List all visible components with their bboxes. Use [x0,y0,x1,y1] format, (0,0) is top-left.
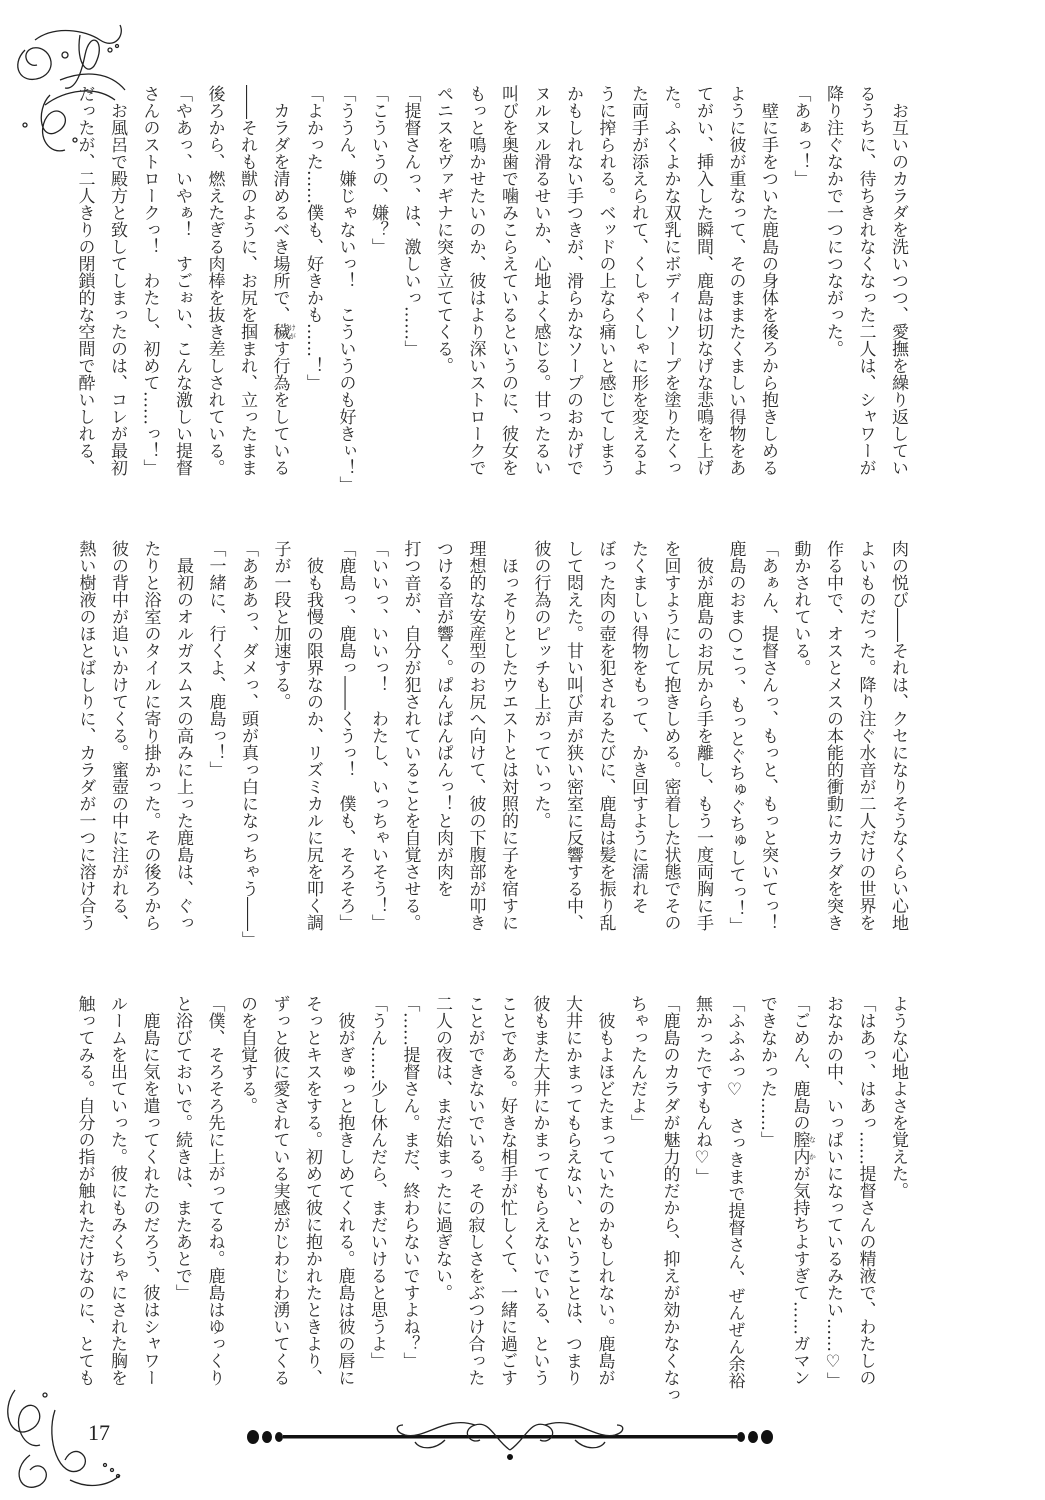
text-column: 「よかった……僕も、好きかも……！」 [303,85,323,391]
text-column: 「あぁっ！」 [790,85,811,187]
text-column: 作る中で、オスとメスの本能的衝動にカラダを突き [823,540,843,931]
text-segment: カラダを清めるべき場所で、 [269,85,290,323]
ruby-base: 膣内 [789,1131,810,1165]
text-segment: 「ごめん、鹿島の [789,995,810,1131]
corner-ornament-bottom-left-icon [0,1370,130,1500]
text-column: 打つ音が、自分が犯されていることを自覚させる。 [400,540,421,931]
text-column [783,995,817,1405]
text-column: 彼の行為のピッチも上がっていった。 [530,540,551,829]
text-column: さんのストロークっ！ わたし、初めて……っ！」 [139,85,160,476]
page-number: 17 [88,1420,110,1445]
text-column: るうちに、待ちきれなくなった二人は、シャワーが [855,85,876,476]
text-column: と浴びておいで。続きは、またあとで」 [172,995,192,1301]
text-column: 子が一段と加速する。 [270,540,291,710]
text-column: のを自覚する。 [237,995,257,1114]
text-column: ヌルヌル滑るせいか、心地よく感じる。甘ったるい [530,85,551,476]
text-column: 「鹿島っ、鹿島っ――くうっ！ 僕も、そろそろ」 [335,540,356,931]
text-column: ずっと彼に愛されている実感がじわじわ湧いてくる [269,995,290,1386]
text-tier-middle [69,540,914,950]
text-column: ――それも獣のように、お尻を掴まれ、立ったまま [237,85,257,476]
text-column: てがい、挿入した瞬間、鹿島は切なげな悲鳴を上げ [693,85,713,476]
text-column: 「ふふふっ♡ さっきまで提督さん、ぜんぜん余裕 [724,995,745,1389]
text-column: ペニスをヴァギナに突き立ててくる。 [433,85,453,374]
text-column: 降り注ぐなかで一つにつながった。 [823,85,843,357]
text-column: 理想的な安産型のお尻へ向けて、彼の下腹部が叩き [465,540,486,931]
ruby-reading: けが [288,323,297,340]
text-column: ように彼が重なって、そのままたくましい得物をあ [725,85,746,476]
text-column: 彼もよほどたまっていたのかもしれない。鹿島が [594,995,615,1386]
text-column: 彼の背中が追いかけてくる。蜜壺の中に注がれる、 [108,540,128,931]
ruby-base: 穢 [269,323,290,340]
text-column: して悶えた。甘い叫び声が狭い密室に反響する中、 [563,540,583,931]
text-column: おなかの中、いっぱいになっているみたい……♡」 [823,995,843,1389]
text-column: 壁に手をついた鹿島の身体を後ろから抱きしめる [758,85,778,476]
ruby-word [789,1131,817,1165]
text-column: た。ふくよかな双乳にボディーソープを塗りたくっ [660,85,681,476]
text-column: できなかった……」 [757,995,777,1148]
text-column: たりと浴室のタイルに寄り掛かった。その後ろから [140,540,161,931]
text-column: 動かされている。 [790,540,811,676]
text-column: 「一緒に、行くよ、鹿島っ！」 [205,540,226,778]
text-column [263,85,297,495]
divider-ornament-icon [245,1410,775,1470]
text-column: よいものだった。降り注ぐ水音が二人だけの世界を [855,540,876,931]
text-tier-bottom [69,995,914,1405]
text-column: 「こういうの、嫌？」 [368,85,388,255]
text-column: ことができないでいる。その寂しさをぶつけ合った [464,995,485,1386]
text-column: 彼も我慢の限界なのか、リズミカルに尻を叩く調 [303,540,323,931]
text-column: もっと鳴かせたいのか、彼はより深いストロークで [465,85,486,476]
text-column: た両手が添えられて、くしゃくしゃに形を変えるよ [628,85,648,476]
text-column: 「提督さんっ、は、激しいっ……」 [400,85,421,357]
text-column: ことである。好きな相手が忙しくて、一緒に過ごす [497,995,517,1386]
text-column: 鹿島のおま○こっ、もっとぐちゅぐちゅしてっ！」 [725,540,746,934]
text-column: 彼もまた大井にかまってもらえないでいる、という [529,995,550,1386]
text-column: 大井にかまってもらえない、ということは、つまり [562,995,582,1386]
text-column: ぼった肉の壺を犯されるたびに、鹿島は髪を振り乱 [595,540,616,931]
text-column: ほっそりとしたウエストとは対照的に子を宿すに [498,540,518,931]
text-column: 触ってみる。自分の指が触れただけなのに、とても [74,995,95,1386]
text-column: だったが、二人きりの閉鎖的な空間で酔いしれる、 [74,85,95,476]
text-segment: す行為をしている [269,340,290,476]
text-column: つける音が響く。ぱんぱんぱんっ！と肉が肉を [433,540,453,897]
text-column: 叫びを奥歯で噛みこらえているというのに、彼女を [498,85,518,476]
text-column: お互いのカラダを洗いつつ、愛撫を繰り返してい [888,85,908,476]
text-column: 「あああっ、ダメっ、頭が真っ白になっちゃう――」 [238,540,258,948]
text-column: そっとキスをする。初めて彼に抱かれたときより、 [302,995,322,1386]
ruby-word [269,323,297,340]
text-column: ような心地よさを覚えた。 [888,995,908,1199]
text-column: 彼が鹿島のお尻から手を離し、もう一度両胸に手 [693,540,713,931]
text-column: 「……提督さん。まだ、終わらないですよね？」 [399,995,420,1369]
text-column: たくましい得物をもって、かき回すように濡れそ [628,540,648,914]
text-column: 「いいっ、いいっ！ わたし、いっちゃいそう！」 [368,540,388,931]
ruby-reading: なか [808,1131,817,1165]
text-column: 後ろから、燃えたぎる肉棒を抜き差しされている。 [204,85,225,476]
text-column: かもしれない手つきが、滑らかなソープのおかげで [563,85,583,476]
text-column: ルームを出ていった。彼にもみくちゃにされた胸を [107,995,127,1386]
text-column: 二人の夜は、まだ始まったに過ぎない。 [432,995,452,1301]
text-column: 「あぁん、提督さんっ、もっと、もっと突いてっ！ [758,540,778,931]
text-column: 「僕、そろそろ先に上がってるね。鹿島はゆっくり [204,995,225,1386]
text-column: 「やあっ、いやぁ！ すごぉい、こんな激しい提督 [172,85,192,476]
text-column: ちゃったんだよ」 [627,995,647,1131]
text-column: 「うん……少し休んだら、まだいけると思うよ」 [367,995,387,1369]
text-column: 「はあっ、はあっ……提督さんの精液で、わたしの [855,995,876,1386]
text-column: お風呂で殿方と致してしまったのは、コレが最初 [107,85,127,476]
text-column: 鹿島に気を遣ってくれたのだろう、彼はシャワー [139,995,160,1386]
text-column: 彼がぎゅっと抱きしめてくれる。鹿島は彼の唇に [334,995,355,1386]
text-column: 肉の悦び――それは、クセになりそうなくらい心地 [888,540,908,931]
text-column: を回すようにして抱きしめる。密着した状態でその [660,540,681,931]
text-column: 「ううん、嫌じゃないっ！ こういうのも好きぃ！」 [335,85,356,493]
text-segment: が気持ちよすぎて……ガマン [789,1165,810,1386]
text-column: 「鹿島のカラダが魅力的だから、抑えが効かなくなっ [659,995,680,1403]
text-column: うに搾られる。ベッドの上なら痛いと感じてしまう [595,85,616,476]
text-tier-top [69,85,914,495]
text-column: 熱い樹液のほとばしりに、カラダが一つに溶け合う [75,540,96,931]
text-column: 無かったですもんね♡」 [692,995,712,1185]
text-column: 最初のオルガスムスの高みに上った鹿島は、ぐっ [173,540,193,931]
